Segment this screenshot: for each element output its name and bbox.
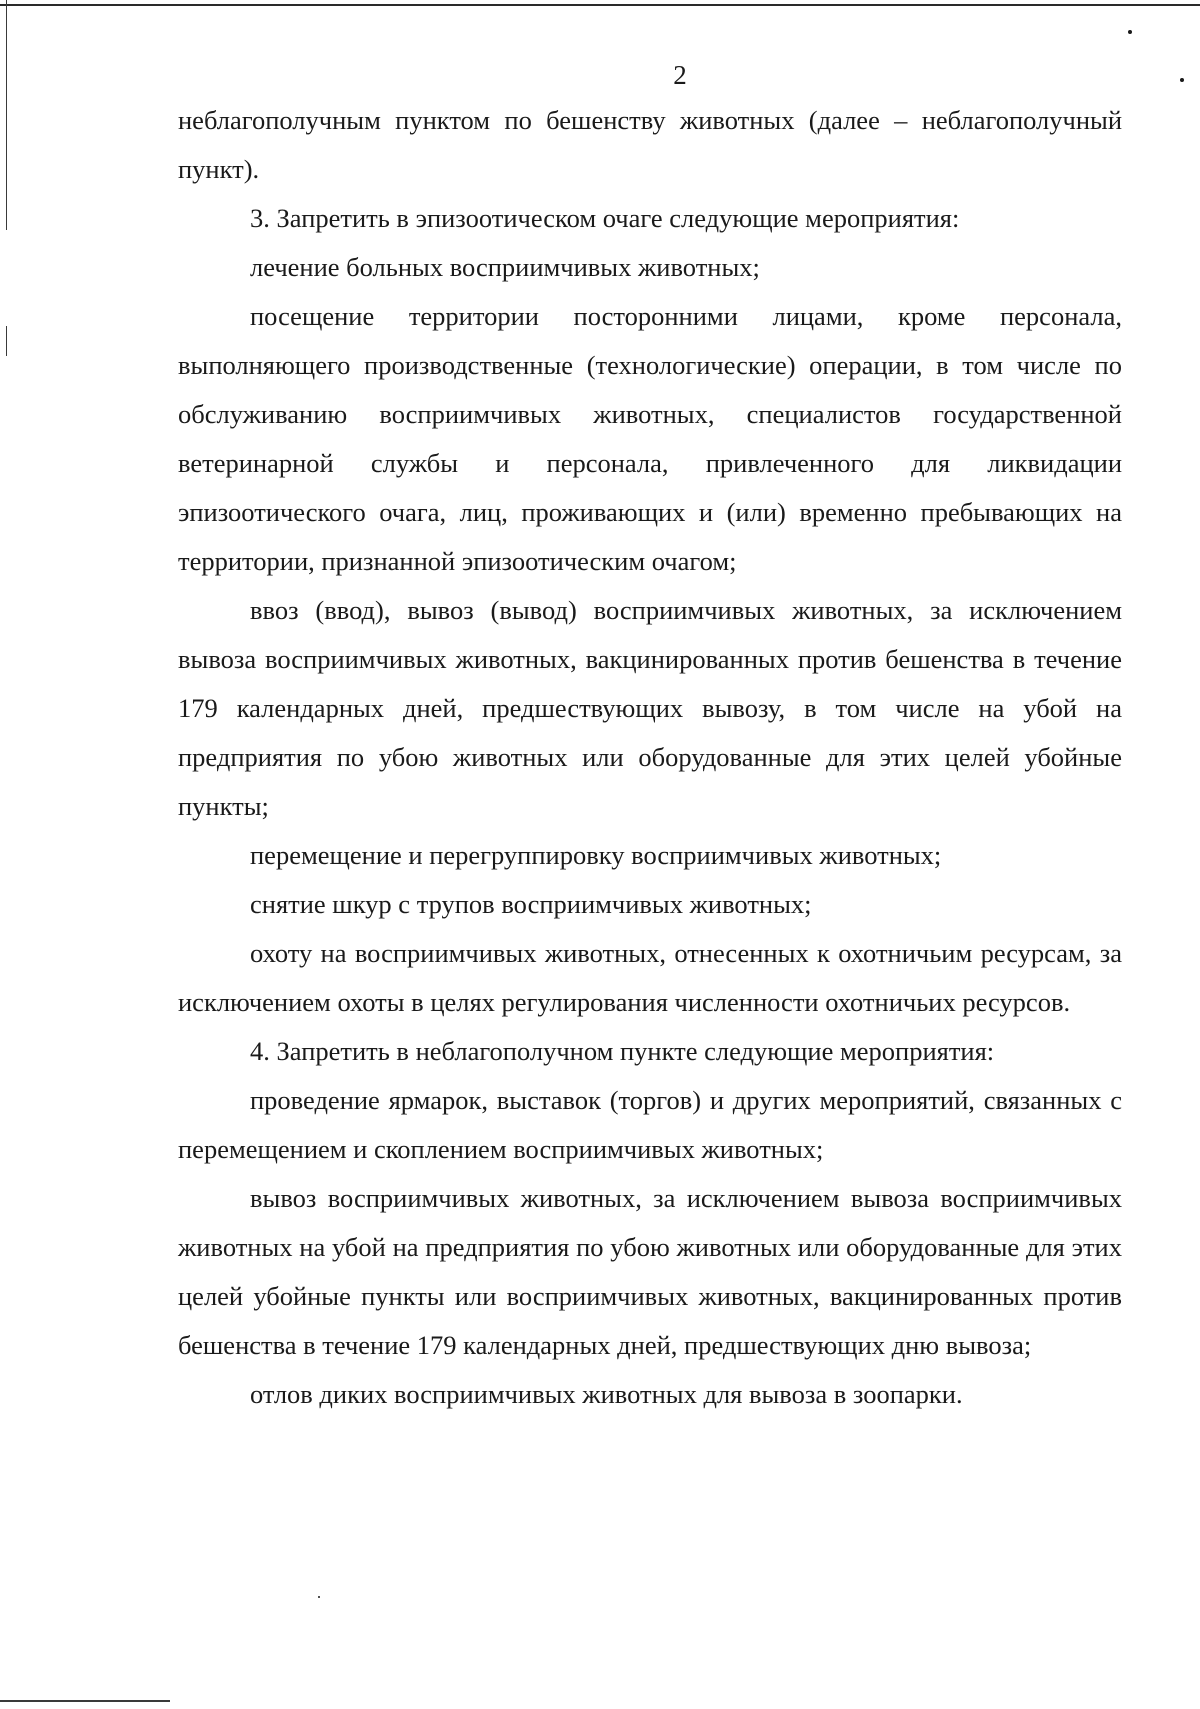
- scan-border-left: [6, 0, 7, 230]
- paragraph-treatment: лечение больных восприимчивых животных;: [250, 252, 760, 282]
- paragraph-skins: снятие шкур с трупов восприимчивых животных;: [250, 889, 812, 919]
- paragraph-item-4: 4. Запретить в неблагополучном пункте следующие мероприятия:: [250, 1036, 995, 1066]
- paragraph-item-3: 3. Запретить в эпизоотическом очаге следующие мероприятия:: [250, 203, 960, 233]
- paragraph-removal: вывоз восприимчивых животных, за исключением вывоза восприимчивых животных на убой на предприятия по убою животных или оборудованные для этих целей убойные пункты или восприимчивых животных, вакцинированных против бешенства в течение 179 календарных дней, предшествующих дню вывоза;: [178, 1183, 1122, 1360]
- scan-border-bottom: [0, 1700, 170, 1702]
- document-body: [178, 96, 1122, 1419]
- paragraph-relocation: перемещение и перегруппировку восприимчивых животных;: [250, 840, 942, 870]
- scan-speck: [1128, 30, 1132, 34]
- paragraph-hunting: охоту на восприимчивых животных, отнесенных к охотничьим ресурсам, за исключением охоты в целях регулирования численности охотничьих ресурсов.: [178, 938, 1122, 1017]
- paragraph-continuation: неблагополучным пунктом по бешенству животных (далее – неблагополучный пункт).: [178, 105, 1122, 184]
- page-number: 2: [673, 60, 687, 90]
- paragraph-capture: отлов диких восприимчивых животных для вывоза в зоопарки.: [250, 1379, 963, 1409]
- scan-border-top: [0, 4, 1200, 6]
- paragraph-visits: посещение территории посторонними лицами, кроме персонала, выполняющего производственные (технологические) операции, в том числе по обслуживанию восприимчивых животных, специалистов государственной ветеринарной службы и персонала, привлеченного для ликвидации эпизоотического очага, лиц, проживающих и (или) временно пребывающих на территории, признанной эпизоотическим очагом;: [178, 301, 1122, 576]
- paragraph-import-export: ввоз (ввод), вывоз (вывод) восприимчивых животных, за исключением вывоза восприимчивых животных, вакцинированных против бешенства в течение 179 календарных дней, предшествующих вывозу, в том числе на убой на предприятия по убою животных или оборудованные для этих целей убойные пункты;: [178, 595, 1122, 821]
- scan-mark-left: [6, 326, 7, 356]
- paragraph-fairs: проведение ярмарок, выставок (торгов) и других мероприятий, связанных с перемещением и скоплением восприимчивых животных;: [178, 1085, 1122, 1164]
- scan-speck: [318, 1596, 320, 1598]
